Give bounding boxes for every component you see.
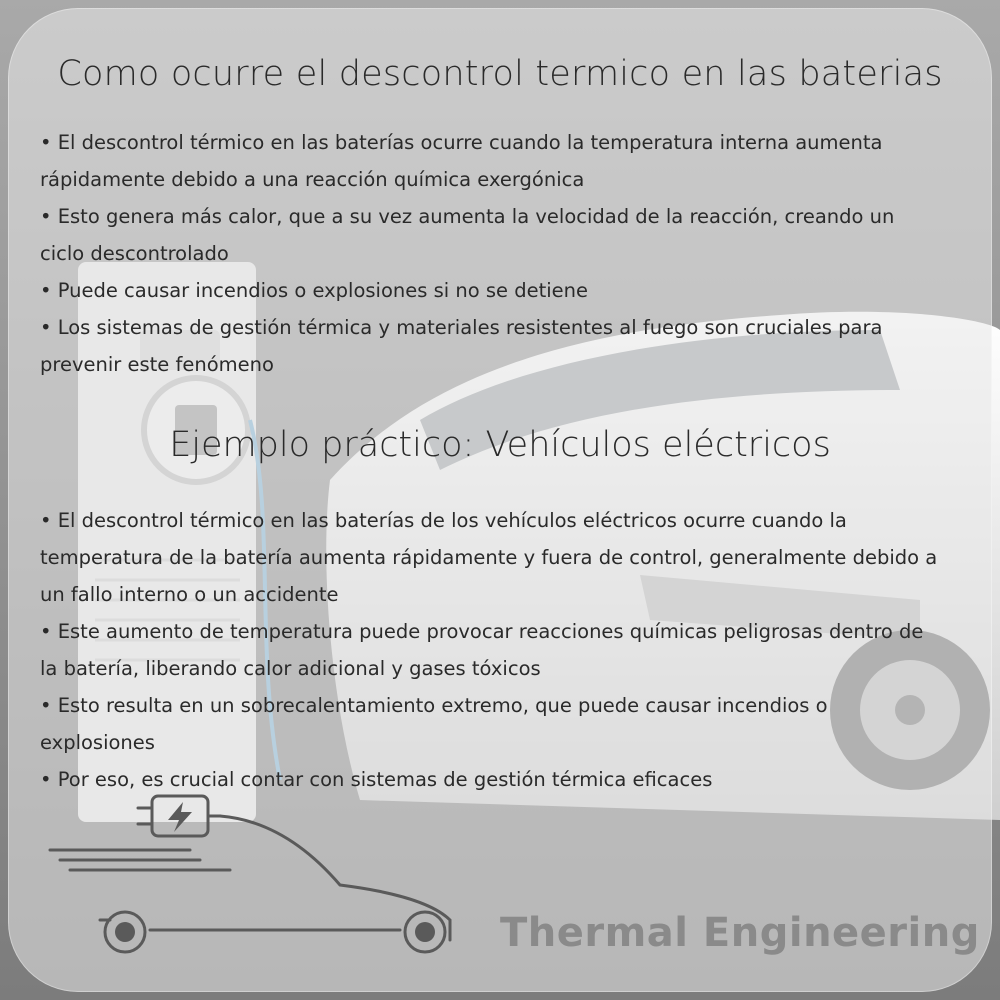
bullet-list-1 [40, 124, 940, 383]
bullet-item: • Este aumento de temperatura puede provocar reacciones químicas peligrosas dentro de la batería, liberando calor adicional y gases tóxicos [40, 613, 940, 687]
brand-name: Thermal Engineering [500, 910, 980, 956]
bullet-item: • Por eso, es crucial contar con sistemas de gestión térmica eficaces [40, 761, 940, 798]
section-title-1: Como ocurre el descontrol termico en las baterias [57, 54, 943, 94]
bullet-item: • Esto genera más calor, que a su vez aumenta la velocidad de la reacción, creando un ciclo descontrolado [40, 198, 940, 272]
bullet-item: • Puede causar incendios o explosiones si no se detiene [40, 272, 940, 309]
bullet-item: • El descontrol térmico en las baterías de los vehículos eléctricos ocurre cuando la temperatura de la batería aumenta rápidamente y fuera de control, generalmente debido a un fallo interno o un accidente [40, 502, 940, 613]
electric-car-plug-logo-icon [40, 790, 480, 960]
bullet-item: • Esto resulta en un sobrecalentamiento extremo, que puede causar incendios o explosiones [40, 687, 940, 761]
bullet-item: • El descontrol térmico en las baterías ocurre cuando la temperatura interna aumenta rápidamente debido a una reacción química exergónica [40, 124, 940, 198]
section-title-2: Ejemplo práctico: Vehículos eléctricos [169, 425, 831, 465]
bullet-item: • Los sistemas de gestión térmica y materiales resistentes al fuego son cruciales para prevenir este fenómeno [40, 309, 940, 383]
bullet-list-2 [40, 502, 940, 798]
